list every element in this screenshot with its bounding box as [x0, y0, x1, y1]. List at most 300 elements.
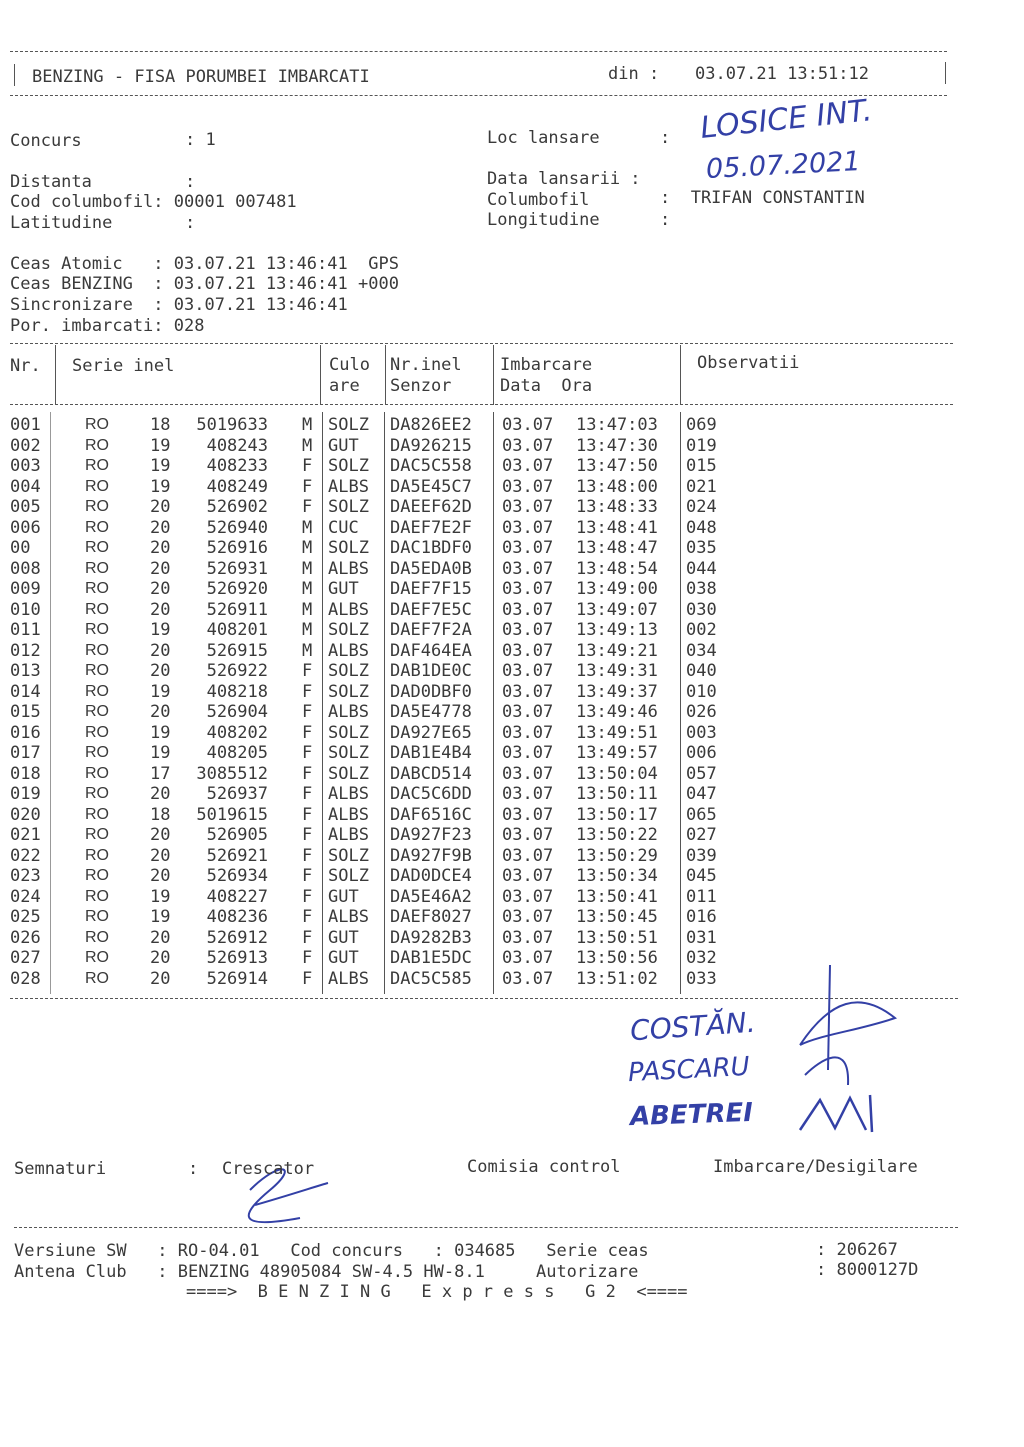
cell-time: 13:48:54 — [576, 558, 658, 579]
cell-time: 13:50:56 — [576, 948, 658, 968]
cell-date: 03.07 — [502, 804, 554, 825]
cell-sex: F — [302, 743, 313, 763]
cell-sex: F — [302, 681, 313, 702]
table-row — [0, 743, 1024, 763]
cell-year: 20 — [150, 845, 171, 866]
cell-date: 03.07 — [502, 886, 554, 907]
cell-year: 20 — [150, 702, 171, 722]
cell-country: RO — [85, 805, 109, 823]
cell-date: 03.07 — [502, 497, 554, 517]
cell-nr: 027 — [10, 948, 41, 968]
cell-nr: 014 — [10, 681, 41, 702]
cell-sex: M — [302, 579, 313, 599]
cell-sensor: DAB1DE0C — [390, 661, 472, 681]
cell-time: 13:48:47 — [576, 538, 658, 558]
cell-sex: F — [302, 968, 313, 989]
cell-ring: 3085512 — [196, 763, 268, 784]
cell-time: 13:50:17 — [576, 804, 658, 825]
serie-ceas-value: : 206267 — [816, 1240, 898, 1260]
cell-country: RO — [85, 785, 109, 802]
cell-date: 03.07 — [502, 825, 554, 845]
header-serie-inel: Serie inel — [72, 356, 175, 376]
cell-country: RO — [85, 908, 109, 925]
cell-sex: F — [302, 476, 313, 497]
table-row — [0, 723, 1024, 743]
porumbei-imbarcati: Por. imbarcati: 028 — [10, 316, 205, 336]
cell-nr: 004 — [10, 476, 41, 497]
cell-obs: 031 — [686, 927, 717, 948]
cell-color: ALBS — [328, 599, 369, 620]
table-row — [0, 887, 1024, 907]
cell-ring: 526904 — [206, 702, 268, 722]
table-row — [0, 620, 1024, 640]
cell-country: RO — [85, 867, 109, 884]
cell-ring: 526937 — [206, 784, 268, 804]
cell-year: 19 — [150, 681, 171, 702]
cell-color: SOLZ — [328, 620, 369, 640]
header-bottom-rule — [10, 95, 947, 96]
cell-sex: M — [302, 599, 313, 620]
cell-obs: 021 — [686, 476, 717, 497]
cell-color: SOLZ — [328, 763, 369, 784]
cell-time: 13:49:51 — [576, 722, 658, 743]
cell-sensor: DAC5C6DD — [390, 784, 472, 804]
cell-ring: 526905 — [206, 825, 268, 845]
handwritten-name-1: COSTĂN. — [629, 1005, 757, 1048]
cell-time: 13:50:45 — [576, 907, 658, 927]
cell-nr: 025 — [10, 907, 41, 927]
cell-country: RO — [85, 703, 109, 720]
cell-time: 13:49:57 — [576, 743, 658, 763]
cell-time: 13:50:41 — [576, 886, 658, 907]
cell-ring: 408227 — [206, 886, 268, 907]
data-lansarii-handwritten: 05.07.2021 — [705, 145, 862, 186]
header-top-rule — [10, 51, 947, 52]
table-row — [0, 969, 1024, 989]
cell-sex: F — [302, 763, 313, 784]
table-row — [0, 866, 1024, 886]
cell-obs: 034 — [686, 640, 717, 661]
cell-country: RO — [85, 539, 109, 556]
cell-year: 20 — [150, 825, 171, 845]
cell-obs: 038 — [686, 579, 717, 599]
document-title: BENZING - FISA PORUMBEI IMBARCATI — [32, 67, 370, 87]
cell-color: ALBS — [328, 968, 369, 989]
cell-sensor: DAC5C558 — [390, 456, 472, 476]
table-row — [0, 928, 1024, 948]
cell-year: 20 — [150, 968, 171, 989]
table-bottom-rule — [10, 998, 958, 999]
cell-nr: 008 — [10, 558, 41, 579]
cell-country: RO — [85, 457, 109, 474]
header-culo: Culo — [329, 355, 370, 375]
table-row — [0, 518, 1024, 538]
benzing-brand-line: ====> B E N Z I N G E x p r e s s G 2 <==== — [186, 1282, 688, 1302]
cell-year: 20 — [150, 517, 171, 538]
cell-time: 13:47:50 — [576, 456, 658, 476]
cell-year: 19 — [150, 743, 171, 763]
cell-sensor: DA9282B3 — [390, 927, 472, 948]
cell-year: 20 — [150, 558, 171, 579]
cell-date: 03.07 — [502, 456, 554, 476]
cell-obs: 057 — [686, 763, 717, 784]
cell-ring: 408218 — [206, 681, 268, 702]
table-row — [0, 436, 1024, 456]
cell-obs: 016 — [686, 907, 717, 927]
cell-nr: 00 — [10, 538, 31, 558]
cell-obs: 010 — [686, 681, 717, 702]
cell-nr: 018 — [10, 763, 41, 784]
cell-year: 19 — [150, 907, 171, 927]
cell-year: 19 — [150, 620, 171, 640]
din-label: din : — [608, 64, 660, 84]
cell-year: 20 — [150, 599, 171, 620]
cell-obs: 035 — [686, 538, 717, 558]
cell-nr: 023 — [10, 866, 41, 886]
cell-nr: 006 — [10, 517, 41, 538]
cell-obs: 024 — [686, 497, 717, 517]
cell-color: GUT — [328, 886, 359, 907]
cell-sensor: DAD0DCE4 — [390, 866, 472, 886]
antena-line: Antena Club : BENZING 48905084 SW-4.5 HW-8.1 Autorizare — [14, 1262, 639, 1282]
cell-nr: 012 — [10, 640, 41, 661]
cell-sex: F — [302, 702, 313, 722]
table-row — [0, 559, 1024, 579]
cell-color: SOLZ — [328, 456, 369, 476]
cell-country: RO — [85, 436, 109, 454]
cell-ring: 526916 — [206, 538, 268, 558]
cell-sensor: DA5EDA0B — [390, 558, 472, 579]
table-row — [0, 538, 1024, 558]
cell-time: 13:48:00 — [576, 476, 658, 497]
cell-color: SOLZ — [328, 743, 369, 763]
cell-obs: 033 — [686, 968, 717, 989]
cell-country: RO — [85, 559, 109, 577]
cell-obs: 002 — [686, 620, 717, 640]
cell-date: 03.07 — [502, 722, 554, 743]
cell-nr: 016 — [10, 722, 41, 743]
cell-ring: 408243 — [206, 435, 268, 456]
table-row — [0, 477, 1024, 497]
table-row — [0, 764, 1024, 784]
cell-sex: F — [302, 497, 313, 517]
cell-color: SOLZ — [328, 415, 369, 435]
cell-sex: M — [302, 415, 313, 435]
cell-country: RO — [85, 826, 109, 843]
cell-year: 17 — [150, 763, 171, 784]
columbofil-label: Columbofil — [487, 190, 590, 210]
cell-year: 20 — [150, 579, 171, 599]
cell-date: 03.07 — [502, 538, 554, 558]
distanta-label: Distanta — [10, 172, 92, 192]
cell-color: ALBS — [328, 702, 369, 722]
table-row — [0, 600, 1024, 620]
col-sep-2 — [320, 345, 321, 405]
cell-ring: 408249 — [206, 476, 268, 497]
cell-country: RO — [85, 477, 109, 495]
autorizare-value: : 8000127D — [816, 1260, 919, 1280]
table-row — [0, 641, 1024, 661]
cell-country: RO — [85, 600, 109, 618]
cell-ring: 526920 — [206, 579, 268, 599]
cell-nr: 024 — [10, 886, 41, 907]
cell-color: ALBS — [328, 558, 369, 579]
cell-country: RO — [85, 846, 109, 864]
header-left-bar — [14, 64, 15, 86]
cell-date: 03.07 — [502, 907, 554, 927]
latitudine-label: Latitudine — [10, 213, 113, 233]
col-sep-5 — [680, 345, 681, 405]
cell-time: 13:49:13 — [576, 620, 658, 640]
cell-ring: 408202 — [206, 722, 268, 743]
cell-year: 20 — [150, 948, 171, 968]
cell-date: 03.07 — [502, 948, 554, 968]
cell-date: 03.07 — [502, 558, 554, 579]
cell-ring: 526913 — [206, 948, 268, 968]
longitudine-value: : — [660, 210, 671, 230]
cell-year: 19 — [150, 886, 171, 907]
cell-date: 03.07 — [502, 845, 554, 866]
cell-color: GUT — [328, 927, 359, 948]
cell-year: 20 — [150, 661, 171, 681]
cell-year: 20 — [150, 866, 171, 886]
cell-sex: F — [302, 825, 313, 845]
cell-nr: 001 — [10, 415, 41, 435]
table-row — [0, 661, 1024, 681]
cell-year: 19 — [150, 435, 171, 456]
cell-ring: 526931 — [206, 558, 268, 579]
cell-sensor: DA826EE2 — [390, 415, 472, 435]
cell-obs: 047 — [686, 784, 717, 804]
cell-obs: 044 — [686, 558, 717, 579]
semnaturi-colon: : — [188, 1159, 199, 1179]
crescator-label: Crescator — [222, 1159, 315, 1179]
cell-date: 03.07 — [502, 415, 554, 435]
cell-sensor: DA927E65 — [390, 722, 472, 743]
cell-ring: 408233 — [206, 456, 268, 476]
cell-sensor: DA5E45C7 — [390, 476, 472, 497]
cell-date: 03.07 — [502, 784, 554, 804]
cell-color: CUC — [328, 517, 359, 538]
cell-country: RO — [85, 621, 109, 638]
columbofil-value: : TRIFAN CONSTANTIN — [660, 188, 865, 208]
cell-sensor: DAF6516C — [390, 804, 472, 825]
concurs-label: Concurs — [10, 131, 82, 151]
cell-time: 13:50:29 — [576, 845, 658, 866]
cell-color: ALBS — [328, 804, 369, 825]
cell-sex: M — [302, 517, 313, 538]
cell-nr: 002 — [10, 435, 41, 456]
cell-sex: F — [302, 456, 313, 476]
cell-ring: 526915 — [206, 640, 268, 661]
cell-country: RO — [85, 416, 109, 433]
cell-year: 20 — [150, 927, 171, 948]
cell-date: 03.07 — [502, 476, 554, 497]
table-row — [0, 784, 1024, 804]
cell-year: 20 — [150, 538, 171, 558]
cell-time: 13:47:30 — [576, 435, 658, 456]
cell-date: 03.07 — [502, 435, 554, 456]
cell-color: ALBS — [328, 907, 369, 927]
cell-sex: M — [302, 558, 313, 579]
cell-year: 18 — [150, 804, 171, 825]
cell-country: RO — [85, 764, 109, 782]
cell-obs: 045 — [686, 866, 717, 886]
loc-lansare-label: Loc lansare — [487, 128, 600, 148]
cell-obs: 048 — [686, 517, 717, 538]
cell-ring: 408236 — [206, 907, 268, 927]
cell-sensor: DA927F23 — [390, 825, 472, 845]
cell-obs: 027 — [686, 825, 717, 845]
cell-nr: 021 — [10, 825, 41, 845]
cell-ring: 526902 — [206, 497, 268, 517]
cell-time: 13:50:22 — [576, 825, 658, 845]
cell-obs: 026 — [686, 702, 717, 722]
cell-ring: 408205 — [206, 743, 268, 763]
cell-ring: 526921 — [206, 845, 268, 866]
cell-sensor: DAEF7F15 — [390, 579, 472, 599]
cell-nr: 003 — [10, 456, 41, 476]
cell-sex: F — [302, 845, 313, 866]
cell-country: RO — [85, 580, 109, 597]
cell-time: 13:49:07 — [576, 599, 658, 620]
table-top-rule — [10, 343, 953, 344]
cell-sensor: DAEEF62D — [390, 497, 472, 517]
cell-sex: F — [302, 866, 313, 886]
cell-obs: 040 — [686, 661, 717, 681]
cell-country: RO — [85, 723, 109, 741]
header-observatii: Observatii — [697, 353, 800, 373]
cell-nr: 015 — [10, 702, 41, 722]
cell-sensor: DAD0DBF0 — [390, 681, 472, 702]
cell-obs: 006 — [686, 743, 717, 763]
cell-year: 19 — [150, 456, 171, 476]
col-sep-1 — [55, 345, 56, 405]
cell-time: 13:47:03 — [576, 415, 658, 435]
col-sep-4 — [493, 345, 494, 405]
ceas-benzing: Ceas BENZING : 03.07.21 13:46:41 +000 — [10, 274, 399, 294]
cell-sex: F — [302, 661, 313, 681]
imbarcare-desigilare-label: Imbarcare/Desigilare — [713, 1157, 918, 1177]
cell-time: 13:49:37 — [576, 681, 658, 702]
din-timestamp: 03.07.21 13:51:12 — [695, 64, 869, 84]
handwritten-name-3: ABETREI — [629, 1097, 754, 1133]
distanta-value: : — [185, 172, 196, 192]
cell-color: GUT — [328, 948, 359, 968]
cell-color: ALBS — [328, 476, 369, 497]
cell-nr: 005 — [10, 497, 41, 517]
cell-time: 13:50:51 — [576, 927, 658, 948]
table-row — [0, 497, 1024, 517]
cell-year: 19 — [150, 476, 171, 497]
cell-sex: F — [302, 927, 313, 948]
cell-date: 03.07 — [502, 599, 554, 620]
cell-date: 03.07 — [502, 927, 554, 948]
cell-time: 13:50:04 — [576, 763, 658, 784]
cell-time: 13:48:33 — [576, 497, 658, 517]
cell-date: 03.07 — [502, 702, 554, 722]
ceas-atomic: Ceas Atomic : 03.07.21 13:46:41 GPS — [10, 254, 399, 274]
cod-columbofil: Cod columbofil: 00001 007481 — [10, 192, 297, 212]
cell-sex: M — [302, 435, 313, 456]
cell-time: 13:50:11 — [576, 784, 658, 804]
cell-ring: 526911 — [206, 599, 268, 620]
cell-time: 13:49:46 — [576, 702, 658, 722]
cell-sex: F — [302, 886, 313, 907]
cell-sensor: DA5E46A2 — [390, 886, 472, 907]
cell-date: 03.07 — [502, 661, 554, 681]
cell-ring: 526934 — [206, 866, 268, 886]
cell-obs: 069 — [686, 415, 717, 435]
footer-rule — [14, 1227, 958, 1228]
cell-country: RO — [85, 498, 109, 515]
cell-sensor: DAB1E4B4 — [390, 743, 472, 763]
cell-color: SOLZ — [328, 866, 369, 886]
data-lansarii-label: Data lansarii : — [487, 169, 641, 189]
cell-nr: 013 — [10, 661, 41, 681]
cell-year: 20 — [150, 640, 171, 661]
cell-sex: F — [302, 722, 313, 743]
cell-sensor: DA926215 — [390, 435, 472, 456]
loc-lansare-colon: : — [660, 128, 671, 148]
cell-date: 03.07 — [502, 681, 554, 702]
sincronizare: Sincronizare : 03.07.21 13:46:41 — [10, 295, 348, 315]
cell-time: 13:48:41 — [576, 517, 658, 538]
cell-time: 13:49:21 — [576, 640, 658, 661]
cell-country: RO — [85, 662, 109, 679]
cell-time: 13:49:00 — [576, 579, 658, 599]
header-senzor: Senzor — [390, 376, 452, 396]
cell-time: 13:49:31 — [576, 661, 658, 681]
cell-sex: F — [302, 948, 313, 968]
comisia-control-label: Comisia control — [467, 1157, 621, 1177]
cell-sensor: DAC1BDF0 — [390, 538, 472, 558]
cell-ring: 526940 — [206, 517, 268, 538]
cell-nr: 010 — [10, 599, 41, 620]
cell-country: RO — [85, 744, 109, 761]
cell-date: 03.07 — [502, 866, 554, 886]
cell-color: GUT — [328, 579, 359, 599]
cell-ring: 5019633 — [196, 415, 268, 435]
cell-obs: 039 — [686, 845, 717, 866]
cell-obs: 003 — [686, 722, 717, 743]
cell-sex: F — [302, 907, 313, 927]
cell-sensor: DAC5C585 — [390, 968, 472, 989]
cell-date: 03.07 — [502, 579, 554, 599]
cell-ring: 526914 — [206, 968, 268, 989]
cell-date: 03.07 — [502, 968, 554, 989]
cell-nr: 022 — [10, 845, 41, 866]
cell-nr: 019 — [10, 784, 41, 804]
header-nr: Nr. — [10, 356, 41, 376]
cell-color: SOLZ — [328, 845, 369, 866]
cell-sensor: DAEF7F2A — [390, 620, 472, 640]
cell-obs: 015 — [686, 456, 717, 476]
cell-time: 13:50:34 — [576, 866, 658, 886]
cell-color: SOLZ — [328, 681, 369, 702]
header-data-ora: Data Ora — [500, 376, 593, 396]
cell-date: 03.07 — [502, 620, 554, 640]
cell-ring: 408201 — [206, 620, 268, 640]
cell-sensor: DAB1E5DC — [390, 948, 472, 968]
table-row — [0, 702, 1024, 722]
cell-country: RO — [85, 887, 109, 905]
cell-sex: M — [302, 538, 313, 558]
cell-date: 03.07 — [502, 640, 554, 661]
table-row — [0, 948, 1024, 968]
cell-country: RO — [85, 641, 109, 659]
cell-sensor: DAF464EA — [390, 640, 472, 661]
